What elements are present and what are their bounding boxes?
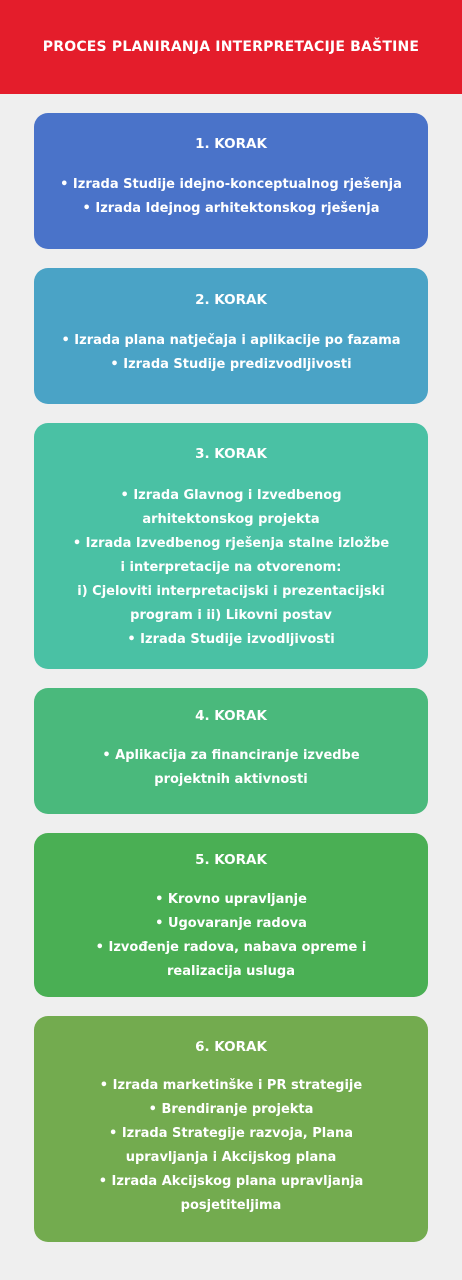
step-card-3 [34, 423, 428, 669]
step-item: • Izrada Akcijskog plana upravljanja [98, 1174, 364, 1189]
step-title: 3. KORAK [195, 446, 267, 462]
step-item: • Izrada marketinške i PR strategije [99, 1078, 363, 1093]
step-title: 6. KORAK [195, 1039, 267, 1055]
step-title: 2. KORAK [195, 292, 267, 308]
step-item: • Izrada plana natječaja i aplikacije po fazama [61, 333, 401, 348]
step-item: i interpretacije na otvorenom: [120, 560, 342, 575]
step-item: • Aplikacija za financiranje izvedbe [102, 748, 360, 763]
step-item: • Krovno upravljanje [155, 892, 307, 907]
step-title: 1. KORAK [195, 136, 267, 152]
step-content [34, 329, 428, 377]
step-item: • Izvođenje radova, nabava opreme i [95, 940, 367, 955]
step-content [34, 173, 428, 221]
step-item: posjetiteljima [180, 1198, 282, 1213]
step-item: • Izrada Studije predizvodljivosti [110, 357, 352, 372]
step-content [34, 1074, 428, 1218]
step-title: 5. KORAK [195, 852, 267, 868]
step-content [34, 484, 428, 652]
step-card-5 [34, 833, 428, 997]
step-item: i) Cjeloviti interpretacijski i prezentacijski [77, 584, 385, 599]
step-item: • Izrada Idejnog arhitektonskog rješenja [82, 201, 380, 216]
step-item: arhitektonskog projekta [142, 512, 320, 527]
step-card-1 [34, 113, 428, 249]
step-item: upravljanja i Akcijskog plana [125, 1150, 337, 1165]
step-item: • Izrada Studije idejno-konceptualnog rješenja [60, 177, 402, 192]
step-card-4 [34, 688, 428, 814]
step-content [34, 888, 428, 984]
step-title: 4. KORAK [195, 708, 267, 724]
step-item: realizacija usluga [167, 964, 295, 979]
step-item: • Brendiranje projekta [148, 1102, 314, 1117]
step-item: • Izrada Studije izvodljivosti [127, 632, 335, 647]
page-title: PROCES PLANIRANJA INTERPRETACIJE BAŠTINE [42, 39, 420, 55]
step-item: projektnih aktivnosti [154, 772, 308, 787]
step-content [34, 744, 428, 792]
header-banner [0, 0, 462, 94]
step-card-6 [34, 1016, 428, 1242]
step-card-2 [34, 268, 428, 404]
step-item: program i ii) Likovni postav [130, 608, 332, 623]
step-item: • Ugovaranje radova [155, 916, 307, 931]
step-item: • Izrada Izvedbenog rješenja stalne izložbe [72, 536, 390, 551]
step-item: • Izrada Glavnog i Izvedbenog [120, 488, 342, 503]
step-item: • Izrada Strategije razvoja, Plana [108, 1126, 353, 1141]
